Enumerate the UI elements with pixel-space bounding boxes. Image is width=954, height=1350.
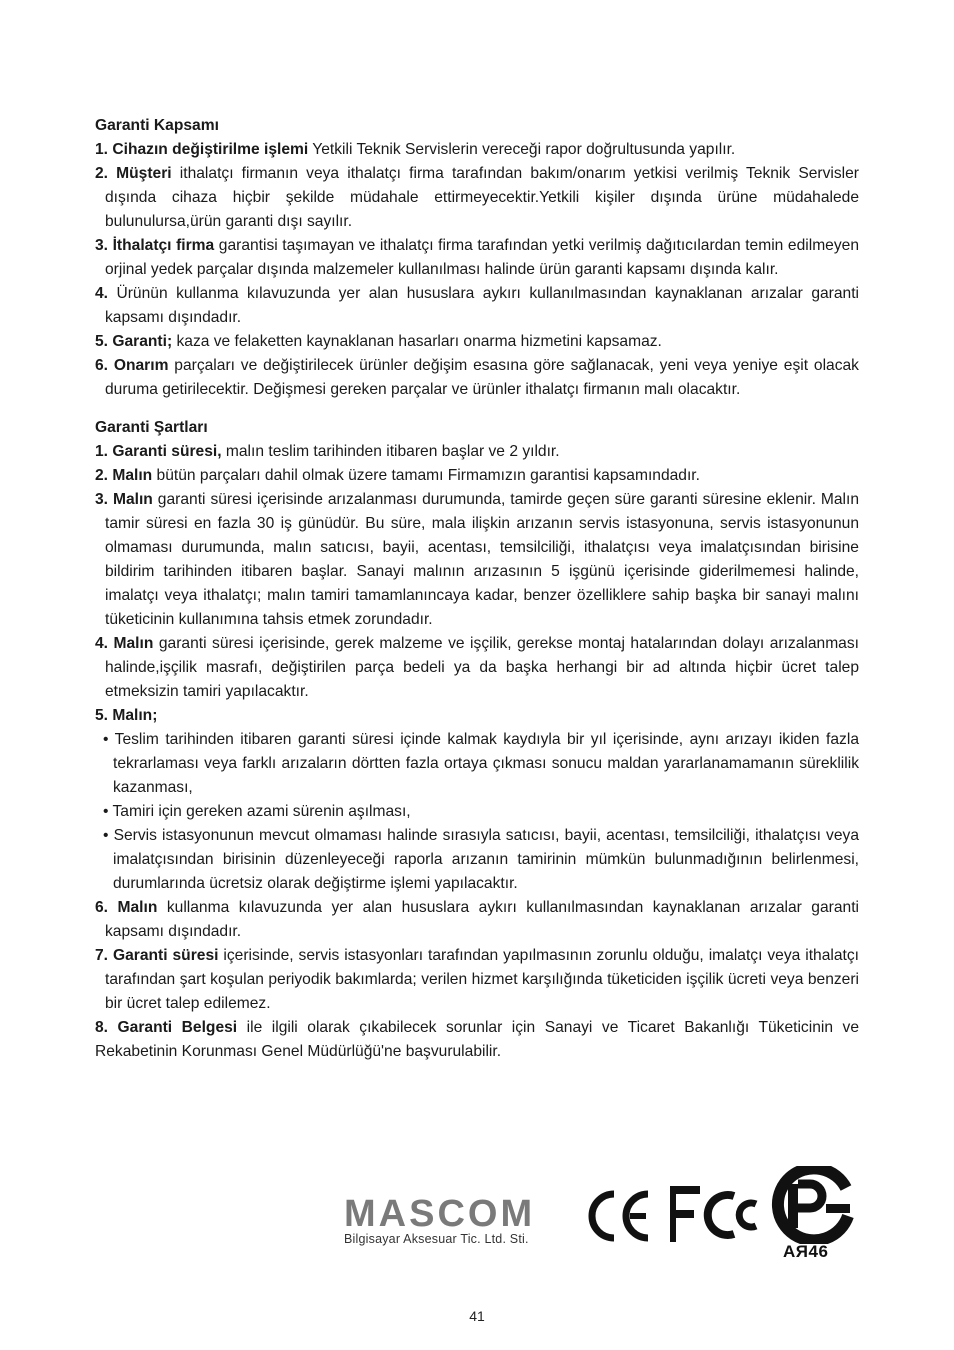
scope-item-5 [95,330,859,354]
scope-item-4 [95,282,859,330]
item-text: kullanma kılavuzunda yer alan hususlara aykırı kullanılmasından kaynaklanan arızalar garanti kapsamı dışındadır. [105,899,859,940]
item-lead: Malın; [112,707,158,724]
item-lead: Malın [113,635,154,652]
item-text: içerisinde, servis istasyonları tarafından yapılmasının zorunlu olduğu, imalatçı veya ithalatçı tarafından şart koşulan periyodik bakımlarda; verilen hizmet karşılığında tüketiciden işçilik ücreti veya benzeri bir ücret talep edilemez. [105,947,859,1012]
item-number: 4. [95,635,109,652]
item-number: 5. [95,333,109,350]
item-text: kaza ve felaketten kaynaklanan hasarları onarma hizmetini kapsamaz. [172,333,662,350]
item-number: 2. [95,165,109,182]
scope-item-3 [95,234,859,282]
item-number: 6. [95,899,109,916]
item-text: parçaları ve değiştirilecek ürünler değişim esasına göre sağlanacak, yeni veya yeniye eşit olacak duruma getirilecektir. Değişmesi gereken parçalar ve ürünler ithalatçı firmanın malı olacaktır. [105,357,859,398]
terms-item-3 [95,488,859,632]
item-lead: Malın [112,491,153,508]
item-lead: Müşteri [116,165,172,182]
item-lead: Onarım [113,357,169,374]
scope-item-6 [95,354,859,402]
item-text: garantisi taşımayan ve ithalatçı firma tarafından yetki verilmiş dağıtıcılardan temin edilmeyen orjinal yedek parçalar dışında malzemeler kullanılması halinde ürün garanti kapsamı dışında kalır. [105,237,859,278]
terms-item-7 [95,944,859,1016]
warranty-terms-title: Garanti Şartları [95,419,208,436]
terms-bullet-2: • Tamiri için gereken azami sürenin aşılması, [103,803,411,820]
company-name: MASCOM [344,1193,536,1235]
company-subtitle: Bilgisayar Aksesuar Tic. Ltd. Sti. [344,1232,529,1246]
item-number: 6. [95,357,109,374]
item-number: 5. [95,707,109,724]
item-lead: Garanti; [112,333,173,350]
item-text: bütün parçaları dahil olmak üzere tamamı Firmamızın garantisi kapsamındadır. [152,467,700,484]
item-number: 2. [95,467,109,484]
item-lead: Garanti süresi [112,947,219,964]
certification-logos [340,1160,860,1270]
item-number: 4. [95,285,109,302]
terms-item-1 [95,440,859,464]
terms-item-6 [95,896,859,944]
scope-item-2 [95,162,859,234]
item-text: Ürünün kullanma kılavuzunda yer alan hususlara aykırı kullanılmasından kaynaklanan arızalar garanti kapsamı dışındadır. [105,285,859,326]
item-lead: Garanti Belgesi [117,1019,238,1036]
company-logo [344,1193,564,1246]
item-number: 3. [95,237,109,254]
terms-item-4 [95,632,859,704]
warranty-document [95,114,859,1064]
item-text: ithalatçı firmanın veya ithalatçı firma tarafından bakım/onarım yetkisi verilmiş Teknik Servisler dışında cihaza hiçbir şekilde müdahale ettirmeyecektir.Yetkili kişiler dışında ürüne müdahalede bulunulursa,ürün garanti dışı sayılır. [105,165,859,230]
item-lead: Malın [112,467,153,484]
item-lead: İthalatçı firma [112,237,215,254]
certification-code: АЯ46 [783,1242,829,1261]
terms-bullet-3: • Servis istasyonunun mevcut olmaması halinde sırasıyla satıcısı, bayii, acentası, temsilciliği, ithalatçısı veya imalatçısından birisinin düzenleyeceği raporla arızanın tamirinin mümkün bulunmadığının belirlenmesi, durumlarında ücretsiz olarak değiştirme işlemi yapılacaktır. [103,827,859,892]
item-lead: Cihazın değiştirilme işlemi [112,141,309,158]
item-text: garanti süresi içerisinde, gerek malzeme ve işçilik, gerekse montaj hatalarından dolayı arızalanması halinde,işçilik masrafı, değiştirilen parça bedeli ya da başka herhangi bir ad altında hiçbir ücret talep etmeksizin tamiri yapılacaktır. [105,635,859,700]
scope-item-1 [95,138,859,162]
pct-mark-icon [768,1166,856,1244]
item-text: malın teslim tarihinden itibaren başlar ve 2 yıldır. [221,443,560,460]
terms-bullet-1: • Teslim tarihinden itibaren garanti süresi içinde kalmak kaydıyla bir yıl içerisinde, aynı arızayı ikiden fazla tekrarlaması veya farklı arızaların dörtten fazla ortaya çıkması sonucu maldan yararlanamamanın süreklilik kazanması, [103,731,859,796]
terms-item-8 [95,1016,859,1064]
terms-item-2 [95,464,859,488]
item-lead: Garanti süresi, [112,443,222,460]
terms-item-5 [95,704,859,728]
page-number: 41 [469,1308,485,1324]
item-text: Yetkili Teknik Servislerin vereceği rapor doğrultusunda yapılır. [308,141,736,158]
item-number: 1. [95,141,109,158]
warranty-scope-title: Garanti Kapsamı [95,117,219,134]
item-text: garanti süresi içerisinde arızalanması durumunda, tamirde geçen süre garanti süresine eklenir. Malın tamir süresi en fazla 30 iş günüdür. Bu süre, mala ilişkin arızanın servis istasyonuna, servis istasyonunun olmaması durumunda, malın satıcısı, bayii, acentası, temsilciliği, ithalatçısı veya imalatçısından birisine bildirim tarihinden itibaren başlar. Sanayi malının arızasının 5 işgünü içerisinde giderilmemesi halinde, imalatçı veya ithalatçı; malın tamiri tamamlanıncaya kadar, benzer özelliklere sahip başka bir sanayi malını tüketicinin kullanımına tahsis etmek zorundadır. [105,491,859,628]
fcc-mark-icon [670,1186,762,1244]
item-text: ile ilgili olarak çıkabilecek sorunlar için Sanayi ve Ticaret Bakanlığı Tüketicinin ve Rekabetinin Korunması Genel Müdürlüğü'ne başvurulabilir. [95,1019,859,1060]
item-number: 3. [95,491,109,508]
item-number: 8. [95,1019,109,1036]
ce-mark-icon [584,1188,654,1244]
item-lead: Malın [117,899,158,916]
item-number: 7. [95,947,109,964]
item-number: 1. [95,443,109,460]
